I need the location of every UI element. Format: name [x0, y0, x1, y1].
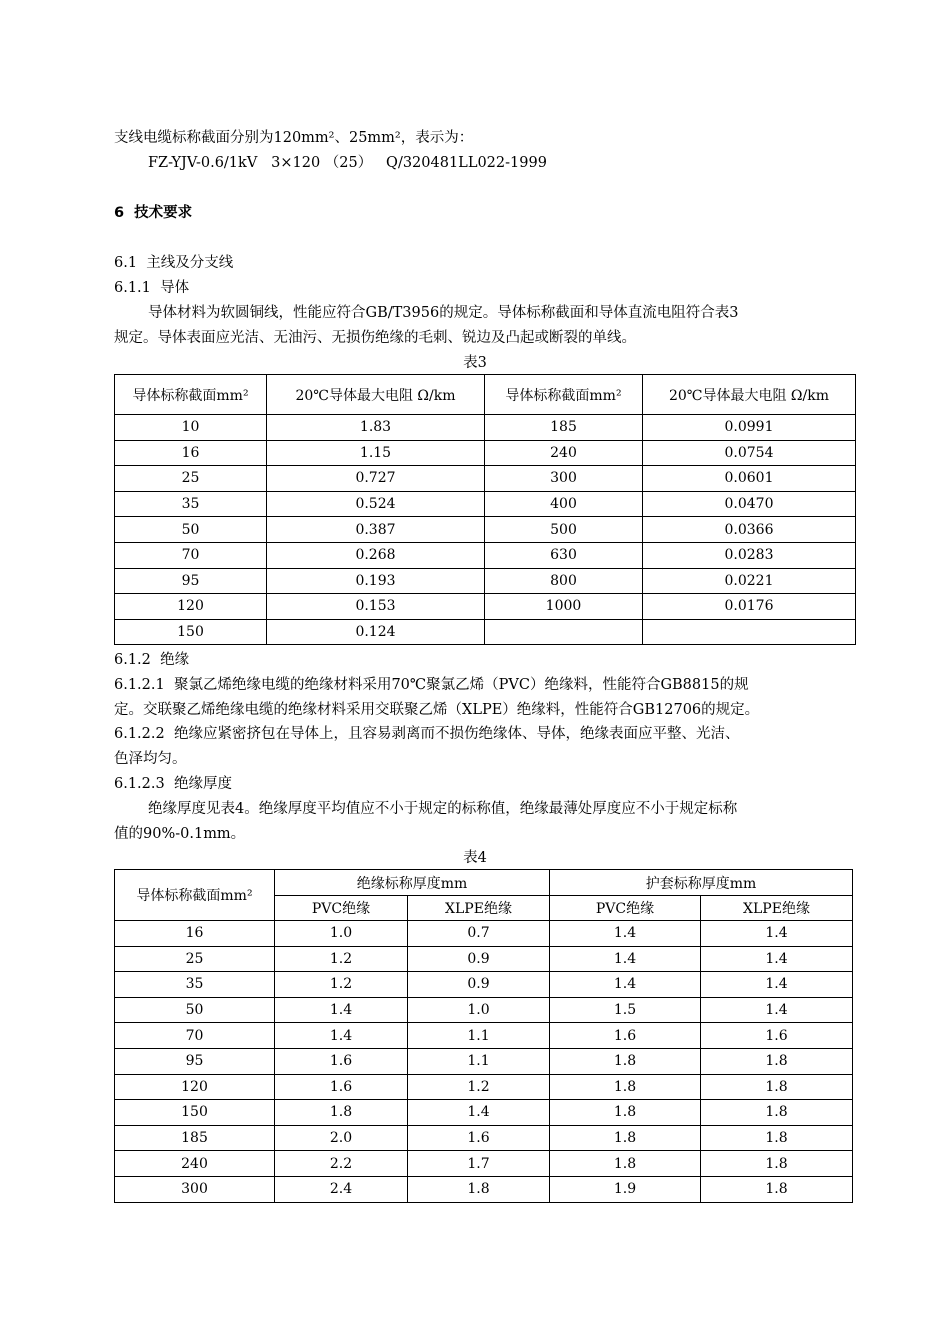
- table4-row: [115, 1023, 853, 1049]
- table3-cell: 120: [115, 594, 267, 620]
- table3-cell: 1000: [485, 594, 643, 620]
- table4-header-insulation: 绝缘标称厚度mm: [275, 870, 550, 896]
- section-6-1-2-heading: 6.1.2 绝缘: [114, 652, 190, 668]
- intro-line: 支线电缆标称截面分别为120mm²、25mm²，表示为：: [114, 130, 474, 146]
- table4-row: [115, 946, 853, 972]
- insulation-6-1-2-2-line1: 6.1.2.2 绝缘应紧密挤包在导体上，且容易剥离而不损伤绝缘体、导体，绝缘表面应平整、光洁、: [114, 726, 740, 742]
- table4-cell: 1.4: [275, 997, 408, 1023]
- table3-cell: 150: [115, 619, 267, 645]
- table4-cell: 70: [115, 1023, 275, 1049]
- table4-cell: 1.2: [408, 1074, 550, 1100]
- table4-cell: 1.6: [408, 1125, 550, 1151]
- table4-cell: 1.8: [701, 1151, 853, 1177]
- table4-cell: 1.9: [550, 1176, 701, 1202]
- table4-header-section: 导体标称截面mm²: [115, 870, 275, 921]
- table4: [114, 869, 853, 1203]
- table3-row: [115, 440, 856, 466]
- table3-cell: 25: [115, 466, 267, 492]
- table3-cell: 0.0221: [643, 568, 856, 594]
- table3-cell: 240: [485, 440, 643, 466]
- table4-cell: 16: [115, 921, 275, 947]
- insulation-6-1-2-2-line2: 色泽均匀。: [114, 751, 187, 767]
- table4-row: [115, 1074, 853, 1100]
- table3-row: [115, 491, 856, 517]
- thickness-paragraph-line2: 值的90%-0.1mm。: [114, 826, 246, 842]
- table4-row: [115, 972, 853, 998]
- table4-cell: 1.6: [275, 1048, 408, 1074]
- table3-cell: 800: [485, 568, 643, 594]
- table3-cell: 0.387: [267, 517, 485, 543]
- table3-cell: 0.0176: [643, 594, 856, 620]
- table4-cell: 1.4: [550, 972, 701, 998]
- table4-cell: 1.5: [550, 997, 701, 1023]
- table3-cell: 0.153: [267, 594, 485, 620]
- table4-cell: 2.0: [275, 1125, 408, 1151]
- table4-subheader-cell: XLPE绝缘: [408, 896, 550, 921]
- insulation-6-1-2-1-line1: 6.1.2.1 聚氯乙烯绝缘电缆的绝缘材料采用70℃聚氯乙烯（PVC）绝缘料，性能符合GB8815的规: [114, 677, 749, 693]
- section-6-1-1-heading: 6.1.1 导体: [114, 280, 190, 296]
- table3-caption: 表3: [463, 355, 487, 371]
- table3-row: [115, 415, 856, 441]
- table3-cell: 50: [115, 517, 267, 543]
- table4-cell: 35: [115, 972, 275, 998]
- table4-cell: 1.4: [550, 946, 701, 972]
- table4-cell: 1.8: [550, 1151, 701, 1177]
- table3-cell: 0.0991: [643, 415, 856, 441]
- table4-cell: 1.8: [275, 1100, 408, 1126]
- thickness-paragraph-line1: 绝缘厚度见表4。绝缘厚度平均值应不小于规定的标称值，绝缘最薄处厚度应不小于规定标称: [148, 801, 738, 817]
- table3-cell: 16: [115, 440, 267, 466]
- table3-cell: 0.0366: [643, 517, 856, 543]
- table4-cell: 1.8: [550, 1125, 701, 1151]
- table3-cell: [643, 619, 856, 645]
- table4-row: [115, 1048, 853, 1074]
- table3-row: [115, 619, 856, 645]
- table3-cell: 10: [115, 415, 267, 441]
- table4-cell: 1.6: [550, 1023, 701, 1049]
- table4-cell: 0.9: [408, 946, 550, 972]
- table3-row: [115, 568, 856, 594]
- table4-cell: 1.8: [550, 1100, 701, 1126]
- table4-header-sheath: 护套标称厚度mm: [550, 870, 853, 896]
- table3-header-cell: 导体标称截面mm²: [115, 375, 267, 415]
- conductor-paragraph-line1: 导体材料为软圆铜线，性能应符合GB/T3956的规定。导体标称截面和导体直流电阻符合表3: [148, 305, 739, 321]
- table4-cell: 1.1: [408, 1048, 550, 1074]
- table3-row: [115, 542, 856, 568]
- table4-cell: 1.8: [701, 1125, 853, 1151]
- table4-cell: 1.7: [408, 1151, 550, 1177]
- table4-subheader-cell: XLPE绝缘: [701, 896, 853, 921]
- table3-header-cell: 20℃导体最大电阻 Ω/km: [643, 375, 856, 415]
- table3-cell: 0.124: [267, 619, 485, 645]
- table3-cell: 70: [115, 542, 267, 568]
- table4-cell: 2.4: [275, 1176, 408, 1202]
- table4-cell: 1.8: [701, 1074, 853, 1100]
- table4-cell: 300: [115, 1176, 275, 1202]
- example-designation: FZ-YJV-0.6/1kV 3×120 （25） Q/320481LL022-1999: [148, 155, 547, 171]
- table3-cell: 0.268: [267, 542, 485, 568]
- table4-cell: 0.9: [408, 972, 550, 998]
- table4-row: [115, 921, 853, 947]
- table4-cell: 1.4: [701, 972, 853, 998]
- table4-cell: 50: [115, 997, 275, 1023]
- table3-cell: 95: [115, 568, 267, 594]
- table3-cell: 0.0601: [643, 466, 856, 492]
- table3-header-cell: 20℃导体最大电阻 Ω/km: [267, 375, 485, 415]
- table4-cell: 1.8: [701, 1048, 853, 1074]
- table4-cell: 1.4: [701, 997, 853, 1023]
- table3-cell: 0.727: [267, 466, 485, 492]
- table3-row: [115, 466, 856, 492]
- table3-cell: 630: [485, 542, 643, 568]
- table3-cell: 0.0470: [643, 491, 856, 517]
- table4-subheader-cell: PVC绝缘: [275, 896, 408, 921]
- table4-cell: 1.8: [408, 1176, 550, 1202]
- table4-cell: 1.4: [408, 1100, 550, 1126]
- table3-header-row: [115, 375, 856, 415]
- table3-cell: 0.524: [267, 491, 485, 517]
- table4-row: [115, 1100, 853, 1126]
- table3-cell: 0.193: [267, 568, 485, 594]
- table4-row: [115, 1151, 853, 1177]
- table4-cell: 1.0: [408, 997, 550, 1023]
- table3-cell: 500: [485, 517, 643, 543]
- table3-cell: 185: [485, 415, 643, 441]
- table4-cell: 1.4: [701, 921, 853, 947]
- table4-row: [115, 997, 853, 1023]
- table4-cell: 25: [115, 946, 275, 972]
- table4-cell: 1.6: [701, 1023, 853, 1049]
- table4-cell: 95: [115, 1048, 275, 1074]
- table4-cell: 185: [115, 1125, 275, 1151]
- section-6-1-2-3-heading: 6.1.2.3 绝缘厚度: [114, 776, 232, 792]
- table3-cell: 1.15: [267, 440, 485, 466]
- insulation-6-1-2-1-line2: 定。交联聚乙烯绝缘电缆的绝缘材料采用交联聚乙烯（XLPE）绝缘料，性能符合GB12706的规定。: [114, 702, 760, 718]
- table4-cell: 1.4: [275, 1023, 408, 1049]
- table3-header-cell: 导体标称截面mm²: [485, 375, 643, 415]
- table4-cell: 150: [115, 1100, 275, 1126]
- table4-cell: 0.7: [408, 921, 550, 947]
- table4-row: [115, 1125, 853, 1151]
- table4-cell: 1.2: [275, 972, 408, 998]
- table3-cell: 0.0754: [643, 440, 856, 466]
- table3-cell: [485, 619, 643, 645]
- table4-row: [115, 1176, 853, 1202]
- table4-cell: 1.8: [701, 1176, 853, 1202]
- table4-cell: 1.4: [550, 921, 701, 947]
- table4-cell: 240: [115, 1151, 275, 1177]
- table4-caption: 表4: [463, 850, 487, 866]
- table3: [114, 374, 856, 645]
- table4-cell: 1.0: [275, 921, 408, 947]
- table3-cell: 400: [485, 491, 643, 517]
- table4-cell: 1.1: [408, 1023, 550, 1049]
- table4-cell: 1.8: [550, 1048, 701, 1074]
- table4-cell: 2.2: [275, 1151, 408, 1177]
- section-6-1-heading: 6.1 主线及分支线: [114, 255, 234, 271]
- table4-cell: 1.8: [550, 1074, 701, 1100]
- table4-subheader-cell: PVC绝缘: [550, 896, 701, 921]
- table4-cell: 1.4: [701, 946, 853, 972]
- table3-row: [115, 594, 856, 620]
- table3-row: [115, 517, 856, 543]
- table4-cell: 120: [115, 1074, 275, 1100]
- table4-cell: 1.8: [701, 1100, 853, 1126]
- table3-cell: 300: [485, 466, 643, 492]
- table3-cell: 35: [115, 491, 267, 517]
- table3-cell: 1.83: [267, 415, 485, 441]
- table4-cell: 1.2: [275, 946, 408, 972]
- conductor-paragraph-line2: 规定。导体表面应光洁、无油污、无损伤绝缘的毛刺、锐边及凸起或断裂的单线。: [114, 330, 636, 346]
- table3-cell: 0.0283: [643, 542, 856, 568]
- table4-header-row: [115, 870, 853, 896]
- section-6-heading: 6 技术要求: [114, 205, 193, 221]
- table4-cell: 1.6: [275, 1074, 408, 1100]
